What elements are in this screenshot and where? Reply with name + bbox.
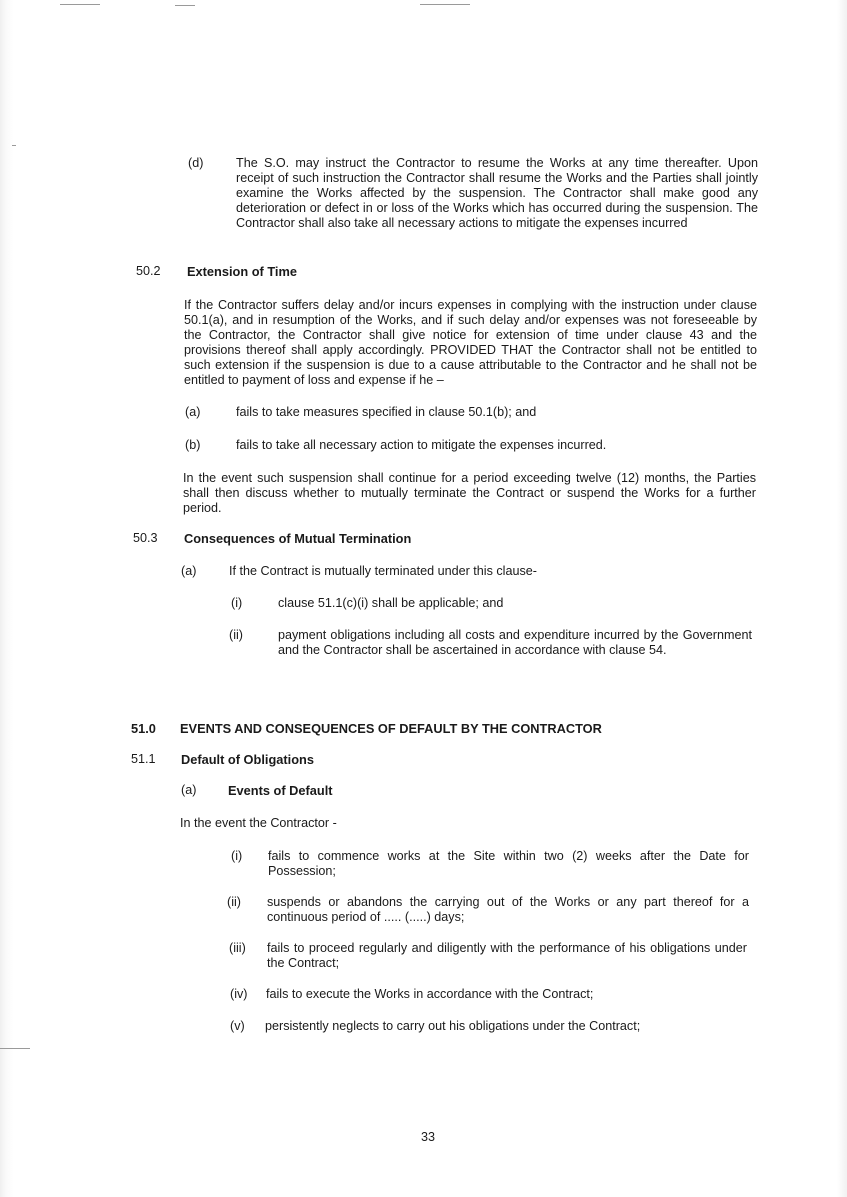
clause-50-2-body: If the Contractor suffers delay and/or incurs expenses in complying with the instruction under clause 50.1(a), and in resumption of the Works, and if such delay and/or expenses was not foreseeable by the Contractor, the Contractor shall give notice for extension of time under clause 43 and the provisions thereof shall apply accordingly. PROVIDED THAT the Contractor shall not be entitled to such extension if the suspension is due to a cause attributable to the Contractor and he shall not be entitled to payment of loss and expense if he – xyxy=(184,298,757,387)
clause-50-2-item-a-label: (a) xyxy=(185,405,201,419)
clause-50-3-subitem-i-text: clause 51.1(c)(i) shall be applicable; and xyxy=(278,596,504,610)
clause-50-2-closing: In the event such suspension shall continue for a period exceeding twelve (12) months, the Parties shall then discuss whether to mutually terminate the Contract or suspend the Works for a further period. xyxy=(183,471,756,515)
clause-50-2-item-b-label: (b) xyxy=(185,438,201,452)
clause-51-1-item-v-text: persistently neglects to carry out his obligations under the Contract; xyxy=(265,1019,641,1033)
clause-50-2-heading: Extension of Time xyxy=(187,264,297,279)
scan-edge-right xyxy=(837,0,847,1197)
scan-speck xyxy=(60,4,100,5)
clause-50-3-subitem-ii-text: payment obligations including all costs and expenditure incurred by the Government and the Contractor shall be ascertained in accordance with clause 54. xyxy=(278,628,752,657)
scan-speck xyxy=(420,4,470,5)
clause-50-3-item-a-text: If the Contract is mutually terminated under this clause- xyxy=(229,564,537,578)
clause-51-1-a-heading: Events of Default xyxy=(228,783,333,798)
clause-51-1-item-i-text: fails to commence works at the Site within two (2) weeks after the Date for Possession; xyxy=(268,849,749,878)
clause-50-2-item-a-text: fails to take measures specified in clause 50.1(b); and xyxy=(236,405,537,419)
clause-50-3-subitem-ii-label: (ii) xyxy=(229,628,243,642)
scan-edge-left xyxy=(0,0,14,1197)
clause-51-0-number: 51.0 xyxy=(131,721,156,736)
page-number: 33 xyxy=(421,1130,436,1144)
clause-51-1-item-iv-text: fails to execute the Works in accordance with the Contract; xyxy=(266,987,594,1001)
clause-50-3-subitem-i-label: (i) xyxy=(231,596,243,610)
clause-50-1-d-label: (d) xyxy=(188,156,204,170)
clause-50-3-item-a-label: (a) xyxy=(181,564,197,578)
scan-speck xyxy=(0,1048,30,1049)
clause-51-0-heading: EVENTS AND CONSEQUENCES OF DEFAULT BY THE CONTRACTOR xyxy=(180,721,602,736)
clause-51-1-item-v-label: (v) xyxy=(230,1019,245,1033)
clause-50-2-item-b-text: fails to take all necessary action to mitigate the expenses incurred. xyxy=(236,438,607,452)
clause-51-1-number: 51.1 xyxy=(131,752,156,766)
clause-51-1-item-iv-label: (iv) xyxy=(230,987,248,1001)
clause-50-3-number: 50.3 xyxy=(133,531,158,545)
clause-51-1-item-iii-text: fails to proceed regularly and diligently with the performance of his obligations under the Contract; xyxy=(267,941,747,970)
clause-51-1-item-ii-text: suspends or abandons the carrying out of the Works or any part thereof for a continuous period of ..... (.....) days; xyxy=(267,895,749,924)
clause-50-2-number: 50.2 xyxy=(136,264,161,278)
clause-51-1-item-ii-label: (ii) xyxy=(227,895,241,909)
scan-speck xyxy=(175,5,195,6)
clause-51-1-intro: In the event the Contractor - xyxy=(180,816,337,830)
clause-51-1-item-i-label: (i) xyxy=(231,849,243,863)
clause-50-1-d-text: The S.O. may instruct the Contractor to resume the Works at any time thereafter. Upon receipt of such instruction the Contractor shall resume the Works and the Parties shall jointly examine the Works affected by the suspension. The Contractor shall make good any deterioration or defect in or loss of the Works which has occurred during the suspension. The Contractor shall also take all necessary actions to mitigate the expenses incurred xyxy=(236,156,758,230)
scan-speck xyxy=(12,145,16,146)
clause-51-1-a-label: (a) xyxy=(181,783,197,797)
clause-51-1-item-iii-label: (iii) xyxy=(229,941,246,955)
clause-51-1-heading: Default of Obligations xyxy=(181,752,314,767)
clause-50-3-heading: Consequences of Mutual Termination xyxy=(184,531,412,546)
